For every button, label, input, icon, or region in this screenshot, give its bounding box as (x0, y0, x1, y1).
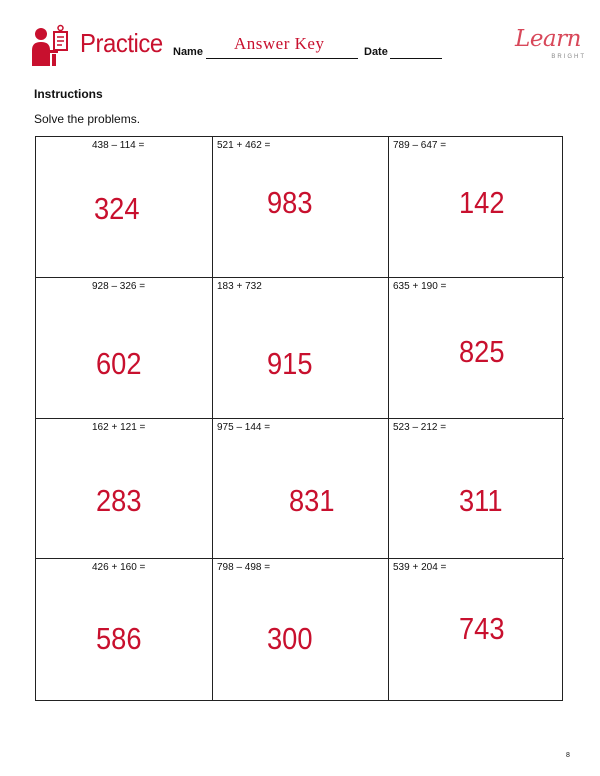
logo-word: Learn (515, 26, 581, 52)
logo-subtext: BRIGHT (551, 54, 586, 60)
answer-text: 311 (459, 482, 503, 518)
name-label: Name (173, 46, 203, 58)
problem-cell (389, 137, 564, 278)
problem-text: 438 – 114 = (92, 140, 145, 151)
problem-cell (36, 559, 213, 700)
answer-text: 283 (96, 482, 142, 518)
answer-key-text: Answer Key (234, 34, 325, 53)
problem-text: 928 – 326 = (92, 280, 146, 292)
answer-text: 586 (96, 621, 142, 657)
problem-text: 635 + 190 = (393, 280, 447, 292)
answer-text: 602 (96, 345, 142, 381)
page-header (30, 22, 586, 72)
student-at-desk-icon (30, 24, 74, 68)
problem-text: 162 + 121 = (92, 421, 146, 433)
date-field[interactable] (390, 58, 442, 59)
problem-cell (213, 278, 389, 419)
problem-text: 975 – 144 = (217, 421, 271, 433)
answer-text: 831 (289, 482, 335, 518)
name-field[interactable] (206, 58, 358, 59)
answer-text: 825 (459, 333, 505, 369)
instructions-heading: Instructions (34, 87, 103, 101)
problem-text: 539 + 204 = (393, 562, 447, 574)
problem-text: 798 – 498 = (217, 562, 271, 574)
answer-text: 324 (94, 191, 140, 226)
problem-cell (36, 137, 213, 278)
problem-cell (36, 419, 213, 560)
instructions-text: Solve the problems. (34, 112, 141, 126)
problem-text: 521 + 462 = (217, 140, 271, 151)
problems-grid (35, 136, 563, 701)
page-title: Practice (80, 28, 163, 58)
answer-text: 300 (267, 621, 313, 657)
problem-text: 789 – 647 = (393, 140, 447, 151)
problem-cell (389, 278, 564, 419)
answer-text: 983 (267, 185, 313, 220)
problem-text: 426 + 160 = (92, 562, 146, 574)
problem-cell (213, 419, 389, 560)
answer-text: 915 (267, 345, 313, 381)
problem-cell (389, 419, 564, 560)
problem-cell (213, 559, 389, 700)
problem-text: 183 + 732 (217, 280, 262, 292)
problem-cell (389, 559, 564, 700)
problem-cell (213, 137, 389, 278)
answer-text: 743 (459, 611, 505, 647)
problem-text: 523 – 212 = (393, 421, 447, 433)
problem-cell (36, 278, 213, 419)
answer-text: 142 (459, 185, 505, 220)
page-number: 8 (566, 752, 570, 759)
learn-bright-logo (510, 26, 586, 66)
date-label: Date (364, 46, 388, 58)
